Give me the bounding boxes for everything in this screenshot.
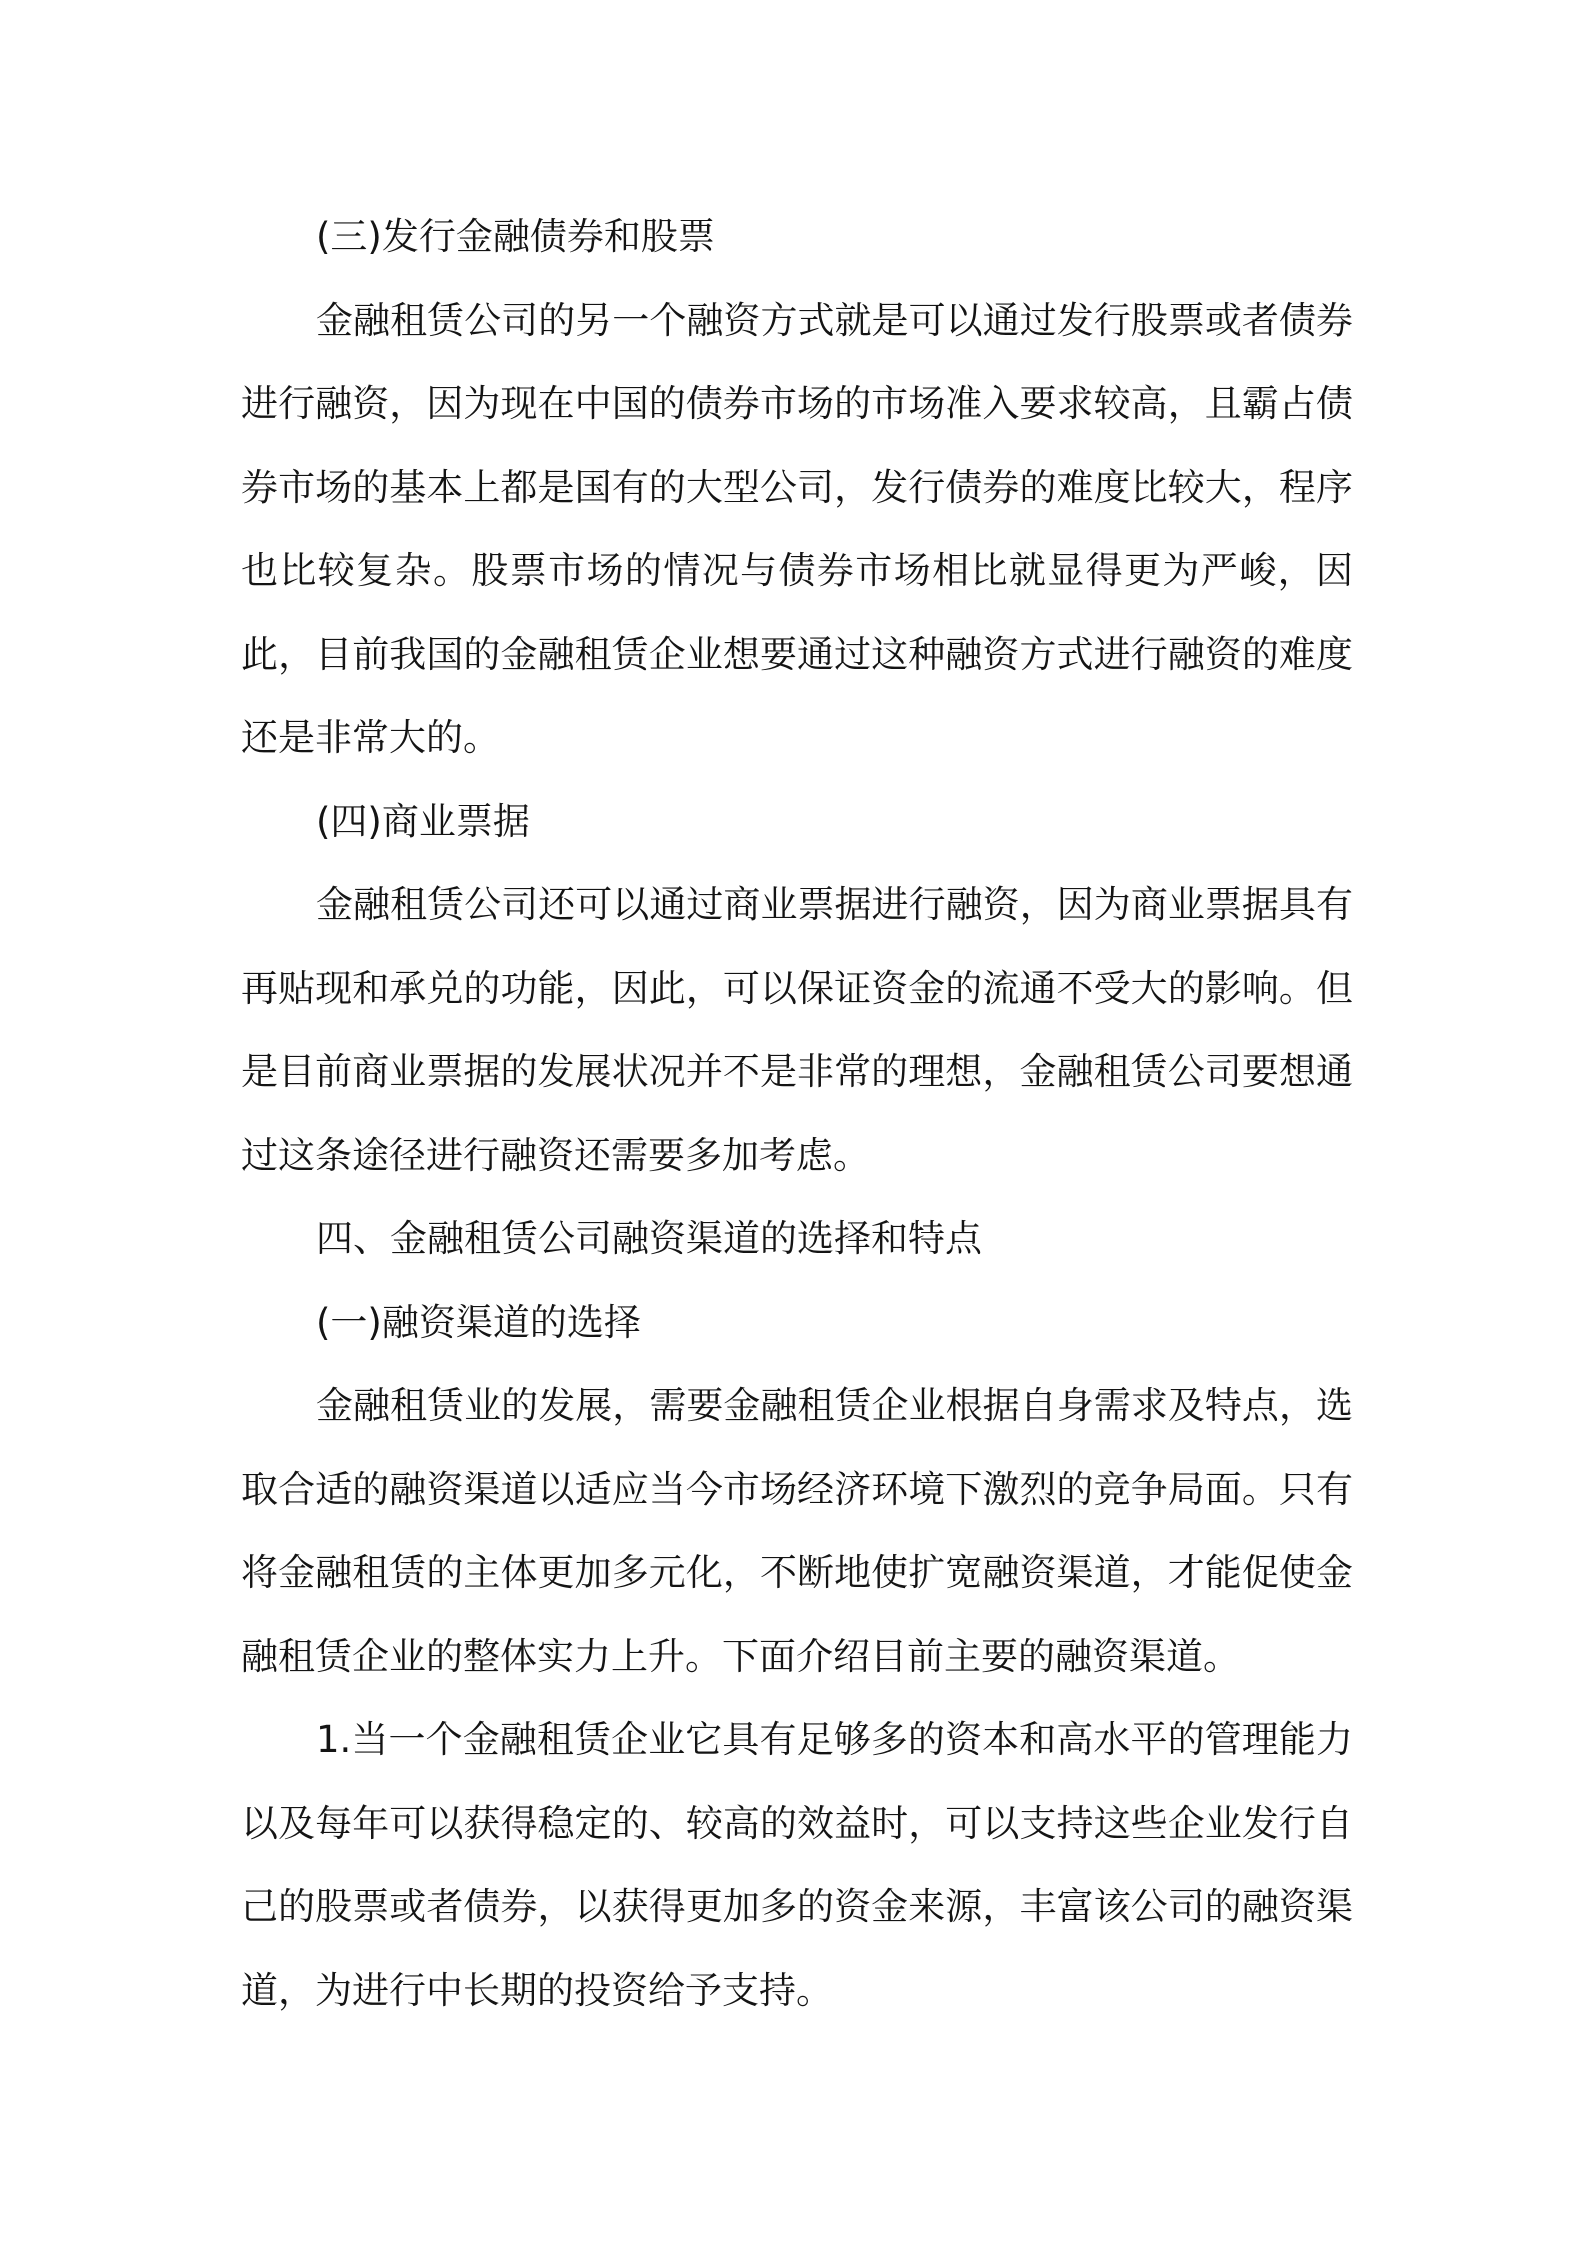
paragraph-channel-selection: 金融租赁业的发展，需要金融租赁企业根据自身需求及特点，选取合适的融资渠道以适应当今市场经济环境下激烈的竞争局面。只有将金融租赁的主体更加多元化，不断地使扩宽融资渠道，才能促使金融租赁企业的整体实力上升。下面介绍目前主要的融资渠道。	[241, 1384, 1353, 1678]
section-heading-channel-selection: (一)融资渠道的选择	[316, 1300, 641, 1344]
section-heading-issue-bonds-stocks: (三)发行金融债券和股票	[316, 215, 715, 258]
paragraph-commercial-paper: 金融租赁公司还可以通过商业票据进行融资，因为商业票据具有再贴现和承兑的功能，因此，可以保证资金的流通不受大的影响。但是目前商业票据的发展状况并不是非常的理想，金融租赁公司要想通过这条途径进行融资还需要多加考虑。	[241, 883, 1353, 1177]
chapter-heading-financing-channels: 四、金融租赁公司融资渠道的选择和特点	[316, 1217, 982, 1260]
section-heading-commercial-paper: (四)商业票据	[316, 799, 530, 843]
document-body	[241, 195, 1353, 2032]
paragraph-bonds-stocks: 金融租赁公司的另一个融资方式就是可以通过发行股票或者债券进行融资，因为现在中国的债券市场的市场准入要求较高，且霸占债券市场的基本上都是国有的大型公司，发行债券的难度比较大，程序也比较复杂。股票市场的情况与债券市场相比就显得更为严峻，因此，目前我国的金融租赁企业想要通过这种融资方式进行融资的难度还是非常大的。	[241, 298, 1353, 759]
paragraph-item-1: 1.当一个金融租赁企业它具有足够多的资本和高水平的管理能力以及每年可以获得稳定的、较高的效益时，可以支持这些企业发行自己的股票或者债券，以获得更加多的资金来源，丰富该公司的融资渠道，为进行中长期的投资给予支持。	[241, 1718, 1353, 2012]
